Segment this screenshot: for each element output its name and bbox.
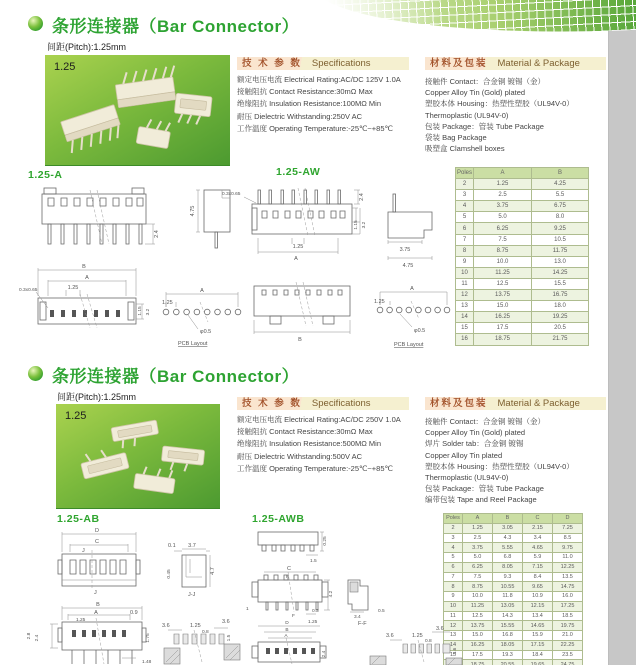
dim-label: A: [284, 634, 288, 639]
table-row: 4 3.75 5.55 4.65 9.75: [444, 543, 583, 553]
table-row: 14 16.25 19.25: [456, 312, 589, 323]
dim-label: 1.25: [76, 618, 86, 623]
specs-header-cn: 技 术 参 数: [242, 398, 302, 409]
product-photo: [45, 55, 230, 165]
drawing-125ab-pcb-pattern: [162, 619, 240, 664]
dim-label: 2.4: [154, 230, 160, 238]
dim-label: 3.6: [436, 626, 444, 632]
material-line: 塑胶本体 Housing：热塑性塑胶（UL94V-0）: [425, 99, 574, 109]
table-row: 7 7.5 10.5: [456, 234, 589, 245]
drawing-125aw-side-view: [388, 194, 432, 269]
drawing-125awb-front-view: [246, 566, 334, 625]
table-header-row: [456, 168, 589, 179]
table-row: 18.75 20.55 19.65 24.75: [444, 660, 583, 665]
dim-label: D: [95, 528, 99, 534]
dim-label: 3.7: [188, 543, 196, 549]
section-title: 条形连接器（Bar Connector）: [52, 17, 300, 36]
table-row: 12 13.75 16.75: [456, 290, 589, 301]
dim-label: φ0.5: [414, 328, 426, 334]
table-row: 11 12.5 14.3 13.4 18.5: [444, 611, 583, 621]
pitch-label: 间距(Pitch):1.25mm: [57, 392, 137, 402]
table-row: 8 8.75 10.55 9.65 14.75: [444, 582, 583, 592]
drawing-125ab-top-view: [58, 528, 140, 596]
dim-label: F: [292, 614, 295, 619]
material-line: 编带包装 Tape and Reel Package: [425, 495, 537, 505]
dim-label: 4.2: [329, 590, 334, 598]
materials-header: [425, 57, 606, 70]
materials-header-cn: 材料及包装: [430, 398, 488, 409]
drawing-label-125awb: 1.25-AWB: [252, 513, 305, 525]
dim-label: 4.75: [190, 205, 196, 217]
dim-label: 1.15: [354, 220, 359, 230]
table-row: 14 16.25 18.05 17.15 22.25: [444, 640, 583, 650]
table-row: 13 15.0 16.8 15.9 21.0: [444, 631, 583, 641]
dim-label: 1.48: [142, 660, 152, 665]
spec-line: 绝缘阻抗 Insulation Resistance:500MΩ Min: [237, 439, 381, 449]
spec-line: 工作温度 Operating Temperature:-25℃~+85℃: [237, 463, 393, 473]
table-row: 11 12.5 15.5: [456, 278, 589, 289]
drawing-125ab-bottom-view: [26, 602, 152, 665]
table-row: 16 18.75 21.75: [456, 334, 589, 345]
dim-label: B: [285, 628, 289, 633]
dim-label: J-J: [188, 592, 196, 598]
materials-header-en: Material & Package: [497, 58, 580, 69]
dim-label: 0.8: [202, 630, 209, 635]
dim-label: 3.2: [362, 221, 367, 229]
table-header-cell: Poles: [444, 514, 463, 524]
dim-label: φ0.5: [200, 329, 212, 335]
drawing-125awb-pcb-pattern: [370, 626, 462, 665]
drawing-125awb-top-view: [258, 532, 328, 564]
table-row: 6 6.25 8.05 7.15 12.25: [444, 562, 583, 572]
dim-label: A: [200, 288, 204, 294]
dim-label: 1.5: [227, 634, 232, 642]
table-row: 12 13.75 15.55 14.65 19.75: [444, 621, 583, 631]
specs-header: [237, 397, 409, 410]
dim-label: A: [294, 256, 298, 262]
dim-label: 1.15: [138, 306, 143, 316]
table-row: 15 17.5 20.5: [456, 323, 589, 334]
spec-line: 额定电压电流 Electrical Rating:AC/DC 250V 1.0A: [237, 415, 401, 424]
top-right-mosaic-decoration: [318, 0, 636, 46]
table-row: 10 11.25 14.25: [456, 267, 589, 278]
table-row: 3 2.5 4.3 3.4 8.5: [444, 533, 583, 543]
table-row: 4 3.75 6.75: [456, 201, 589, 212]
dim-label: 1.75: [146, 633, 151, 643]
dim-label: B: [96, 602, 100, 608]
drawing-125awb-side-view: [348, 580, 385, 627]
material-line: 接触件 Contact：合金铜 镀锡（金）: [425, 417, 546, 426]
spec-line: 耐压 Dielectric Withstanding:250V AC: [237, 111, 363, 121]
dim-label: 1.25: [374, 299, 385, 305]
materials-lines: [425, 416, 574, 506]
table-header-cell: D: [553, 514, 583, 524]
drawing-125aw-front-view: [252, 188, 367, 262]
dim-label: 3.6: [386, 633, 394, 639]
technical-drawings-section1: [18, 180, 460, 358]
drawing-125awb-bottom-view: [252, 620, 327, 664]
table-header-cell: B: [493, 514, 523, 524]
dim-label: A: [85, 275, 89, 281]
dim-label: 0.25: [323, 536, 328, 546]
dim-label: 2.8: [27, 632, 32, 640]
dim-label: 1.5: [310, 559, 317, 564]
dim-label: 3.75: [399, 247, 411, 253]
pcb-layout-label: PCB Layout: [394, 342, 424, 348]
section-title: 条形连接器（Bar Connector）: [52, 367, 300, 386]
dimension-table-1: [455, 167, 589, 346]
section-bullet-icon: [28, 16, 43, 31]
table-row: 15 17.5 19.3 18.4 23.5: [444, 650, 583, 660]
product-photo: [56, 404, 220, 508]
dim-label: C: [287, 566, 291, 572]
spec-line: 绝缘阻抗 Insulation Resistance:100MΩ Min: [237, 99, 381, 109]
page-edge-strip: [608, 0, 636, 665]
dim-label: 1: [246, 607, 249, 612]
material-line: Copper Alloy Tin plated: [425, 450, 503, 460]
dim-label: B: [82, 264, 86, 270]
spec-line: 工作温度 Operating Temperature:-25℃~+85℃: [237, 123, 393, 133]
table-row: 2 1.25 4.25: [456, 179, 589, 190]
photo-pitch-tag: 1.25: [54, 61, 76, 73]
dim-label: J: [94, 590, 97, 596]
dim-label: 0.45: [167, 569, 172, 579]
material-line: 袋装 Bag Package: [425, 132, 487, 142]
pitch-label: 间距(Pitch):1.25mm: [47, 42, 127, 52]
dim-label: B: [298, 337, 302, 343]
dim-label: D: [285, 621, 289, 626]
table-row: 9 10.0 13.0: [456, 256, 589, 267]
dim-label: A: [94, 610, 98, 616]
material-line: Copper Alloy Tin (Gold) plated: [425, 428, 526, 438]
specs-header-en: Specifications: [311, 58, 371, 69]
drawing-125ab-side-view: [166, 543, 216, 598]
dim-label: 1.25: [292, 244, 304, 250]
material-line: 包装 Package：管装 Tube Package: [425, 484, 544, 494]
dim-label: 0.5: [378, 609, 385, 614]
dim-label: 3.6: [222, 619, 230, 625]
drawing-125aw-bottom-view: [254, 282, 350, 343]
table-row: 7 7.5 9.3 8.4 13.5: [444, 572, 583, 582]
drawing-label-125ab: 1.25-AB: [57, 513, 100, 525]
material-line: Copper Alloy Tin (Gold) plated: [425, 88, 526, 98]
dim-label: 2.4: [322, 650, 327, 658]
table-row: 13 15.0 18.0: [456, 301, 589, 312]
materials-header: [425, 397, 606, 410]
dim-label: 4.7: [210, 567, 216, 575]
specs-header: [237, 57, 409, 70]
drawing-125a-front-view: [42, 188, 160, 244]
material-line: Thermoplastic (UL94V-0): [425, 472, 509, 482]
material-line: 吸塑盒 Clamshell boxes: [425, 144, 505, 154]
materials-lines: [425, 76, 574, 154]
table-row: 3 2.5 5.5: [456, 190, 589, 201]
material-line: 塑胶本体 Housing：热塑性塑胶（UL94V-0）: [425, 461, 574, 471]
dim-label: 1.25: [412, 633, 423, 639]
drawing-label-125aw: 1.25-AW: [276, 166, 321, 178]
dim-label: 0.3x0.65: [19, 288, 38, 293]
specs-lines: [237, 414, 401, 475]
dim-label: 0.3: [312, 609, 319, 614]
material-line: Thermoplastic (UL94V-0): [425, 110, 509, 120]
specs-header-cn: 技 术 参 数: [242, 58, 302, 69]
technical-drawings-section2: [18, 524, 465, 665]
spec-line: 额定电压电流 Electrical Rating:AC/DC 125V 1.0A: [237, 75, 401, 84]
table-row: 10 11.25 13.05 12.15 17.25: [444, 601, 583, 611]
material-line: 包装 Package：管装 Tube Package: [425, 121, 544, 131]
photo-pitch-tag: 1.25: [65, 410, 87, 422]
spec-line: 耐压 Dielectric Withstanding:500V AC: [237, 451, 363, 461]
table-row: 6 6.25 9.25: [456, 223, 589, 234]
dim-label: 1.6: [453, 647, 458, 655]
dim-label: 0.1: [168, 543, 176, 549]
table-row: 5 5.0 6.8 5.9 11.0: [444, 553, 583, 563]
dim-label: F-F: [358, 621, 367, 627]
table-header-cell: C: [523, 514, 553, 524]
dim-label: 3.6: [162, 623, 170, 629]
dim-label: F: [286, 575, 289, 580]
table-header-cell: Poles: [456, 168, 474, 179]
spec-line: 接触阻抗 Contact Resistance:30mΩ Max: [237, 427, 373, 437]
dim-label: 1.25: [162, 300, 173, 306]
drawing-125a-pcb-layout: [162, 288, 241, 347]
table-row: 2 1.25 3.05 2.15 7.25: [444, 523, 583, 533]
table-row: 5 5.0 8.0: [456, 212, 589, 223]
dim-label: 2.4: [359, 193, 365, 201]
dim-label: 0.8: [425, 639, 432, 644]
dim-label: J: [82, 548, 85, 554]
dim-label: C: [95, 539, 99, 545]
table-header-cell: B: [532, 168, 589, 179]
dim-label: 3.4: [354, 615, 361, 620]
dim-label: 1.25: [190, 623, 201, 629]
specs-header-en: Specifications: [311, 398, 371, 409]
dim-label: 1.25: [67, 285, 79, 291]
materials-header-en: Material & Package: [497, 398, 580, 409]
specs-lines: [237, 74, 401, 135]
drawing-125a-side-view: [190, 190, 256, 248]
pcb-layout-label: PCB Layout: [178, 341, 208, 347]
dim-label: 1.25: [308, 620, 318, 625]
drawing-125a-bottom-view: [19, 264, 151, 328]
dim-label: 3.2: [146, 308, 151, 316]
table-header-row: [444, 514, 583, 524]
material-line: 焊片 Solder tab：合金铜 镀锡: [425, 439, 524, 449]
table-row: 9 10.0 11.8 10.9 16.0: [444, 592, 583, 602]
dim-label: 0.9: [130, 610, 138, 616]
table-row: 8 8.75 11.75: [456, 245, 589, 256]
drawing-label-125a: 1.25-A: [28, 169, 63, 181]
table-header-cell: A: [474, 168, 532, 179]
dim-label: 0.3x0.65: [222, 192, 241, 197]
dim-label: 4.75: [402, 263, 414, 269]
table-header-cell: A: [463, 514, 493, 524]
materials-header-cn: 材料及包装: [430, 58, 488, 69]
material-line: 接触件 Contact：合金铜 镀锡（金）: [425, 77, 546, 86]
section-bullet-icon: [28, 366, 43, 381]
drawing-125aw-pcb-layout: [374, 286, 450, 348]
dim-label: A: [410, 286, 414, 292]
spec-line: 接触阻抗 Contact Resistance:30mΩ Max: [237, 87, 373, 97]
dim-label: 2.4: [35, 634, 40, 642]
